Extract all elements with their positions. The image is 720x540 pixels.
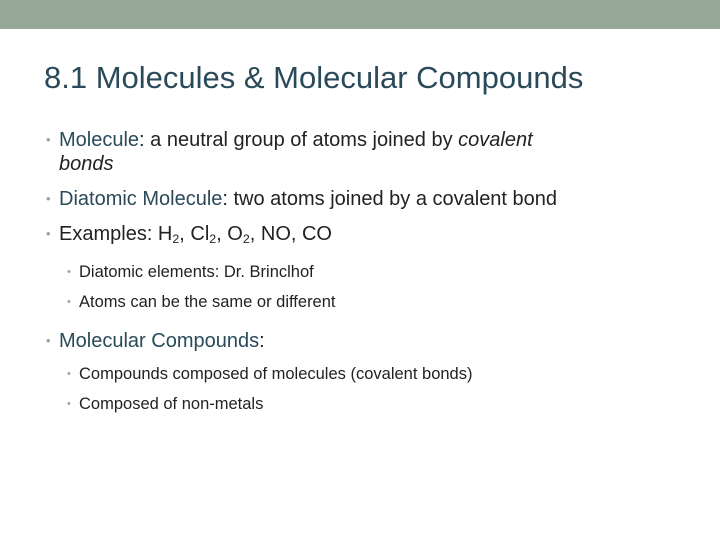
slide-title: 8.1 Molecules & Molecular Compounds [44,60,584,95]
subscript: 2 [209,232,217,247]
examples-lead: Examples: H [59,223,173,245]
bullet-examples [46,222,686,251]
subscript: 2 [242,232,250,247]
bullet-icon: • [67,398,71,411]
bullet-icon: • [46,132,51,147]
formula-text: , Cl [179,223,210,245]
definition-text: : two atoms joined by a covalent bond [222,188,558,210]
subbullet-atoms-same-different [67,292,686,312]
formula-text: , O [216,223,243,245]
subbullet-compounds-composed [67,364,686,384]
slide-body [46,128,686,424]
bullet-icon: • [46,191,51,206]
bullet-icon: • [67,368,71,381]
definition-text: : a neutral group of atoms joined by [139,129,459,151]
term-molecular-compounds: Molecular Compounds [59,330,260,353]
formula-text: , NO, CO [249,223,332,245]
subbullet-non-metals [67,394,686,414]
subbullet-text: Compounds composed of molecules (covalent bonds) [79,365,473,384]
bullet-icon: • [46,333,51,349]
subbullet-diatomic-elements [67,262,686,282]
bullet-diatomic-molecule [46,187,686,211]
bullet-icon: • [46,226,51,241]
definition-continuation: bonds [59,153,114,175]
definition-text: : [259,330,265,353]
bullet-icon: • [67,296,71,309]
bullet-molecular-compounds [46,329,686,353]
subscript: 2 [172,232,180,247]
subbullet-text: Composed of non-metals [79,395,264,414]
emphasis-covalent: covalent [458,129,533,151]
term-diatomic-molecule: Diatomic Molecule [59,188,223,210]
bullet-molecule [46,128,686,176]
bullet-icon: • [67,266,71,279]
top-accent-bar [0,0,720,29]
subbullet-text: Atoms can be the same or different [79,293,336,312]
term-molecule: Molecule [59,129,140,151]
subbullet-text: Diatomic elements: Dr. Brinclhof [79,263,314,282]
